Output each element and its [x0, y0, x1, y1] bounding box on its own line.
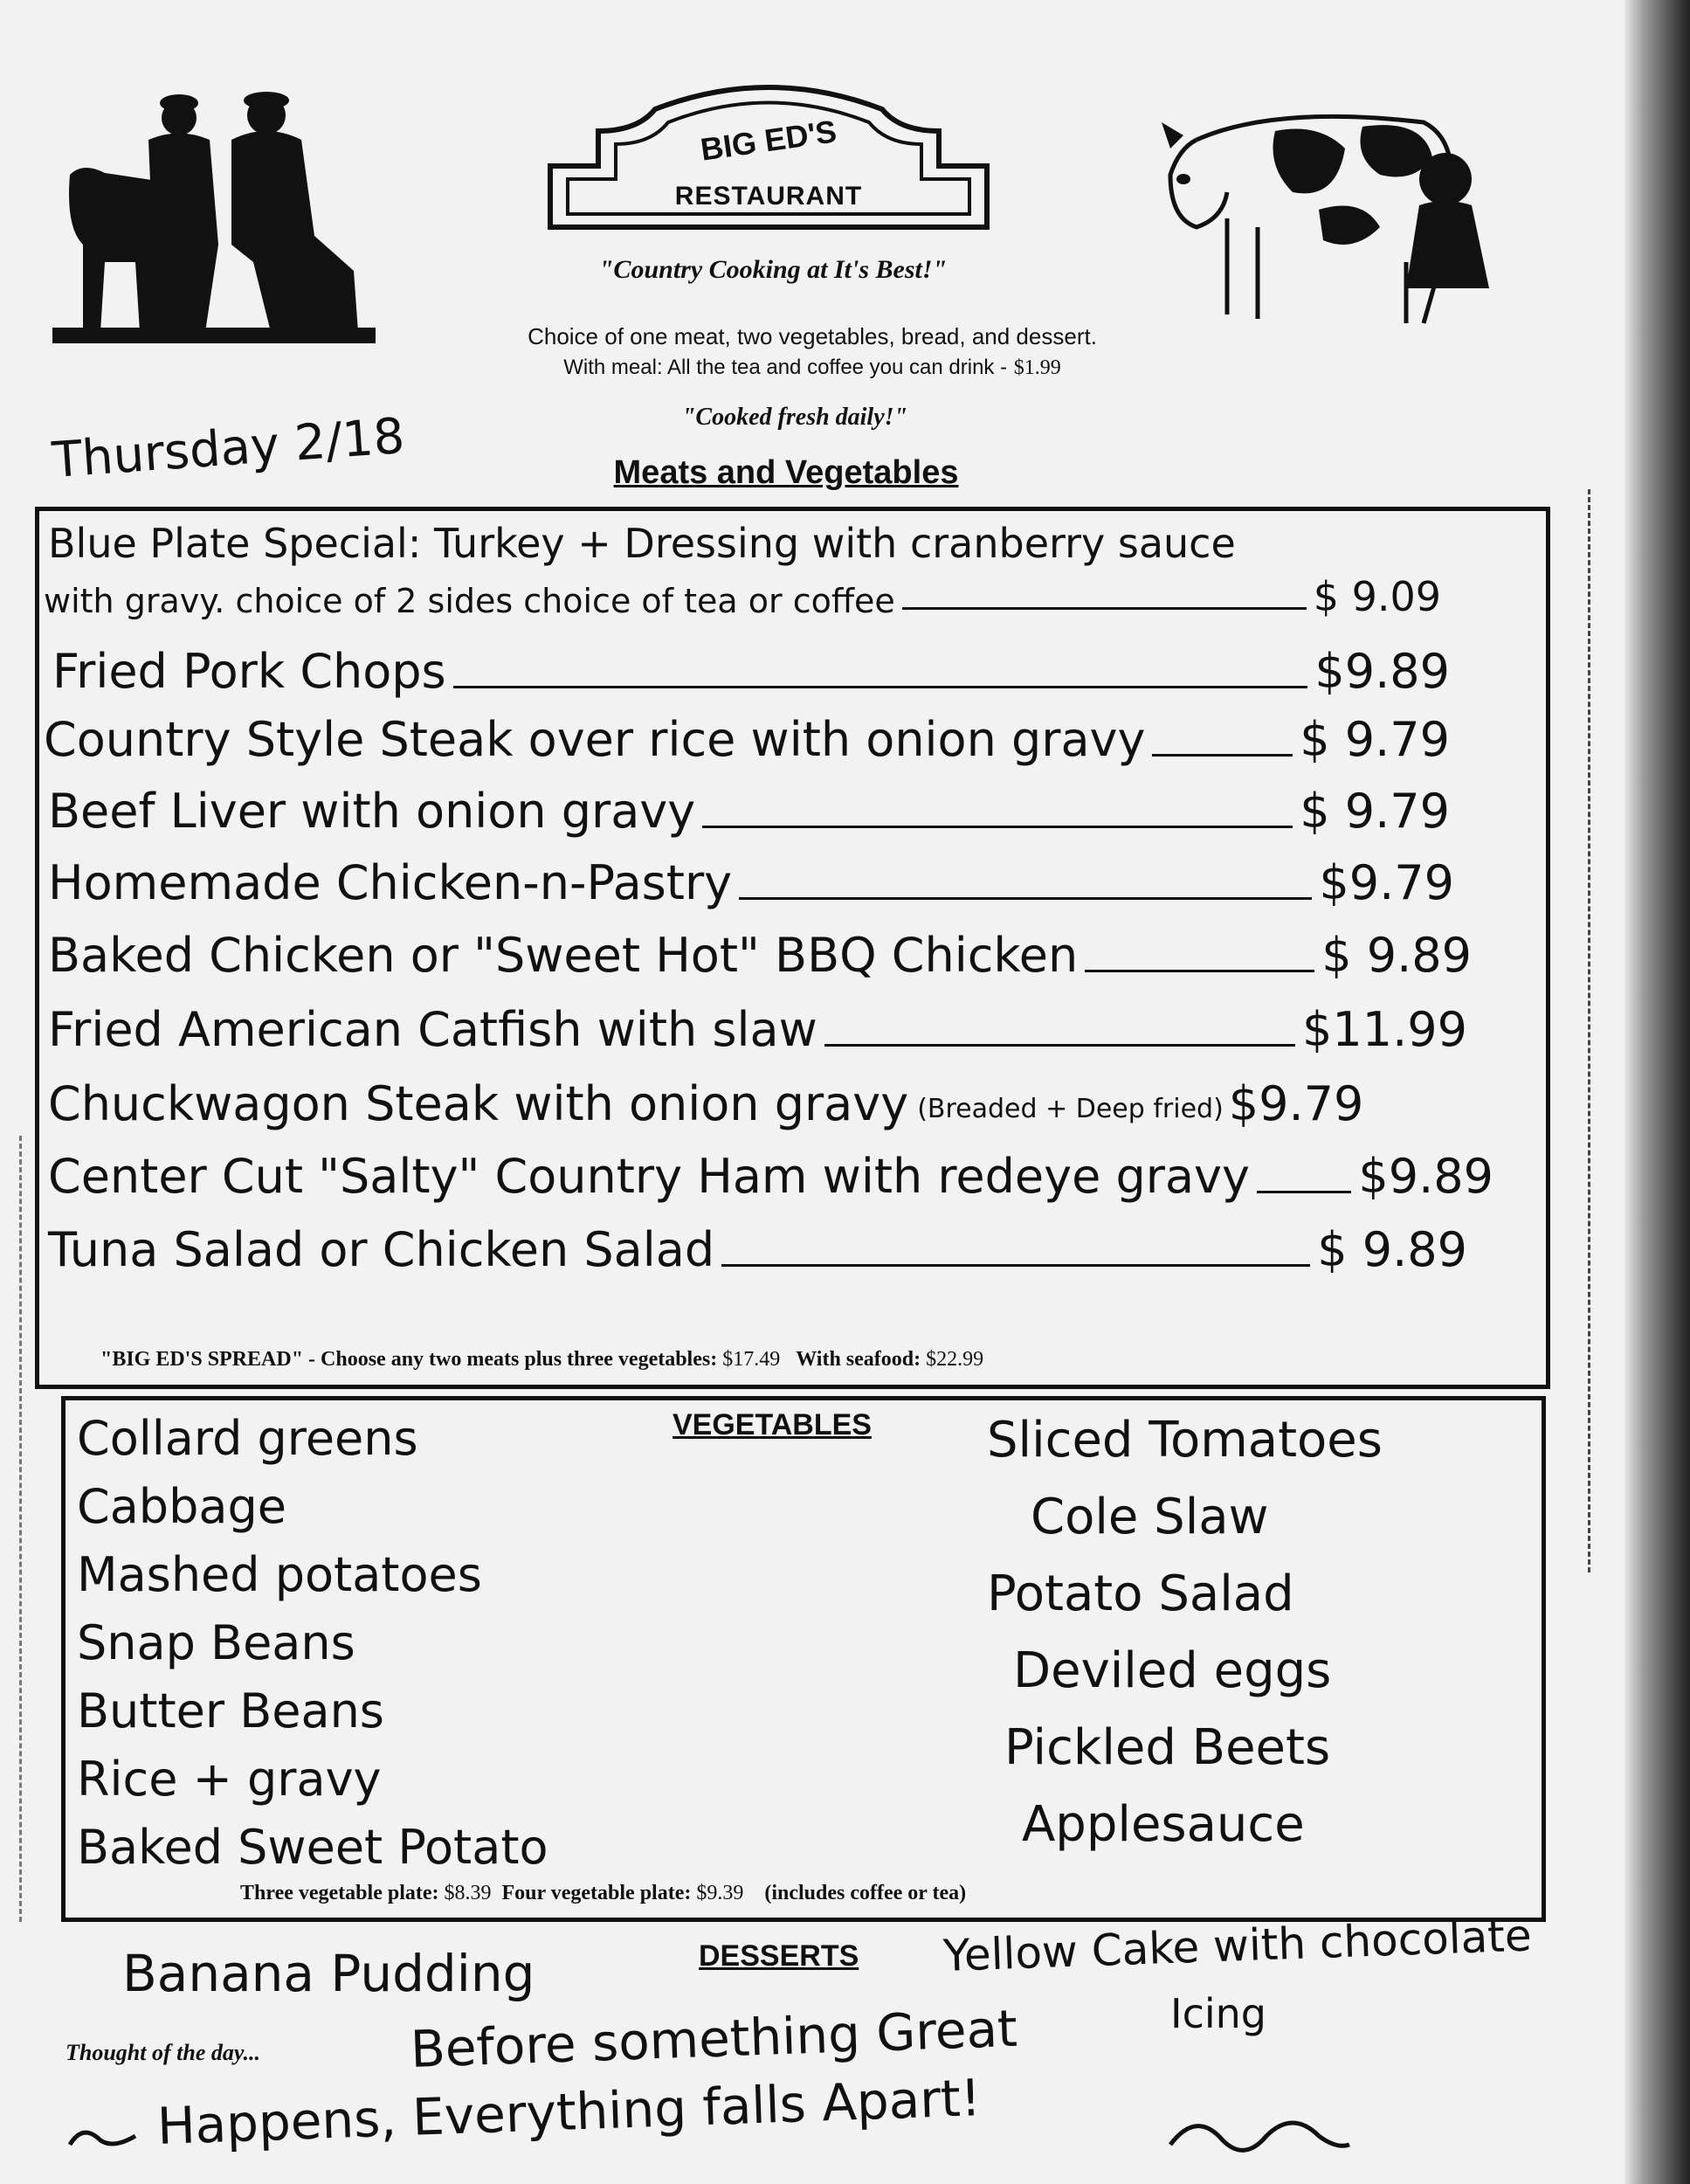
- vegetable-item: Potato Salad: [987, 1565, 1294, 1622]
- price-leader: [824, 1044, 1295, 1047]
- meat-item-price: $9.89: [1358, 1149, 1493, 1204]
- thought-line1: Before something Great: [409, 1998, 1018, 2079]
- meat-item-name: Tuna Salad or Chicken Salad: [48, 1222, 715, 1277]
- page-fold-dashes: [1588, 489, 1590, 1572]
- three-veg-price: $8.39: [444, 1882, 492, 1904]
- vegetable-item: Baked Sweet Potato: [77, 1820, 548, 1875]
- table-background: [1624, 0, 1690, 2184]
- meat-row: [48, 996, 1467, 1057]
- meat-item-name: Homemade Chicken-n-Pastry: [48, 855, 733, 910]
- four-veg-price: $9.39: [696, 1882, 744, 1904]
- meat-item-price: $11.99: [1302, 1002, 1467, 1057]
- vegetable-item: Cabbage: [77, 1479, 286, 1534]
- cow-and-milkmaid-image: [1144, 87, 1511, 341]
- meat-item-price: $ 9.89: [1321, 928, 1472, 983]
- price-leader: [1257, 1191, 1351, 1193]
- vegetable-item: Deviled eggs: [1013, 1642, 1332, 1699]
- vegetable-item: Cole Slaw: [1031, 1489, 1269, 1545]
- price-leader: [1152, 754, 1293, 757]
- meat-item-name: Beef Liver with onion gravy: [48, 784, 696, 839]
- thought-line2: Happens, Everything falls Apart!: [155, 2068, 983, 2156]
- meat-item-price: $9.89: [1314, 644, 1450, 699]
- includes-note: (includes coffee or tea): [764, 1882, 967, 1904]
- meat-row-chuckwagon: [48, 1070, 1533, 1131]
- price-leader: [739, 897, 1312, 900]
- meat-item-note: (Breaded + Deep fried): [917, 1094, 1224, 1124]
- meat-item-name: Baked Chicken or "Sweet Hot" BBQ Chicken: [48, 928, 1079, 983]
- meat-row: [48, 778, 1450, 839]
- meat-item-name: Chuckwagon Steak with onion gravy: [48, 1076, 909, 1131]
- logo-name: BIG ED'S: [698, 113, 839, 168]
- tagline: "Country Cooking at It's Best!": [598, 255, 948, 284]
- vegetable-item: Collard greens: [77, 1411, 418, 1466]
- vegetables-title: VEGETABLES: [673, 1408, 872, 1441]
- spread-seafood-price: $22.99: [926, 1348, 984, 1371]
- dessert-item-left: Banana Pudding: [122, 1944, 535, 2003]
- desserts-title: DESSERTS: [699, 1939, 859, 1973]
- vegetables-left-list: [77, 1405, 548, 1882]
- menu-date: Thursday 2/18: [50, 407, 407, 489]
- page-fold-dashes: [19, 1136, 22, 1922]
- price-leader: [453, 686, 1308, 688]
- four-veg-label: Four vegetable plate:: [501, 1882, 692, 1904]
- meat-row: [52, 638, 1450, 699]
- drink-price: $1.99: [1013, 356, 1061, 379]
- meat-item-sub: with gravy. choice of 2 sides choice of tea or coffee: [44, 582, 895, 620]
- thought-label: Thought of the day...: [66, 2040, 260, 2065]
- meat-row: [44, 706, 1450, 767]
- farmers-silhouette-image: [52, 70, 384, 349]
- vegetable-item: Rice + gravy: [77, 1752, 382, 1807]
- spread-seafood-label: With seafood:: [796, 1348, 921, 1371]
- spread-label: "BIG ED'S SPREAD" - Choose any two meats plus three vegetables:: [100, 1348, 718, 1371]
- meat-item-price: $ 9.89: [1317, 1222, 1467, 1277]
- squiggle-left-doodle: [66, 2118, 144, 2153]
- meat-row: [48, 922, 1472, 983]
- meat-item-price: $ 9.79: [1300, 712, 1450, 767]
- meat-row: [48, 1143, 1493, 1204]
- vegetable-item: Sliced Tomatoes: [987, 1412, 1383, 1469]
- meat-item-price: $ 9.09: [1313, 573, 1441, 620]
- dessert-item-right: Yellow Cake with chocolate: [942, 1910, 1533, 1981]
- vegetable-item: Pickled Beets: [1004, 1719, 1331, 1776]
- cooked-fresh-line: "Cooked fresh daily!": [681, 404, 908, 431]
- choice-line: Choice of one meat, two vegetables, bread, and dessert.: [528, 323, 1097, 349]
- meat-item-name: Fried Pork Chops: [52, 644, 446, 699]
- vegetable-item: Butter Beans: [77, 1683, 384, 1738]
- vegetable-item: Applesauce: [1022, 1796, 1305, 1853]
- meat-item-price: $9.79: [1319, 855, 1454, 910]
- vegetable-plate-prices: [240, 1882, 966, 1905]
- meat-item-name: Center Cut "Salty" Country Ham with redeye gravy: [48, 1149, 1250, 1204]
- three-veg-label: Three vegetable plate:: [240, 1882, 439, 1904]
- price-leader: [721, 1264, 1310, 1267]
- drink-label: With meal: All the tea and coffee you can drink -: [563, 356, 1008, 379]
- meat-item-name: Country Style Steak over rice with onion gravy: [44, 712, 1146, 767]
- meat-row: [48, 849, 1454, 910]
- dessert-item-right-line2: Icing: [1170, 1990, 1266, 2037]
- meat-item-price: $ 9.79: [1300, 784, 1450, 839]
- price-leader: [902, 607, 1307, 610]
- price-leader: [702, 826, 1293, 828]
- squiggle-right-doodle: [1162, 2101, 1354, 2171]
- meat-item-price: $9.79: [1228, 1076, 1364, 1131]
- drink-line: [332, 355, 1293, 380]
- meat-row-blue-plate: [44, 573, 1441, 620]
- spread-line: [100, 1348, 1533, 1372]
- meat-item-name: Fried American Catfish with slaw: [48, 1002, 817, 1057]
- meat-row: [48, 1216, 1467, 1277]
- spread-price: $17.49: [722, 1348, 781, 1371]
- vegetable-item: Snap Beans: [77, 1615, 355, 1670]
- meats-section-title: Meats and Vegetables: [613, 454, 959, 491]
- logo-subtitle: RESTAURANT: [674, 182, 863, 211]
- price-leader: [1085, 970, 1314, 972]
- meat-item-name: Blue Plate Special: Turkey + Dressing with cranberry sauce: [48, 520, 1236, 567]
- restaurant-logo: [533, 70, 1004, 236]
- vegetable-item: Mashed potatoes: [77, 1547, 482, 1602]
- vegetables-right-list: [987, 1402, 1383, 1863]
